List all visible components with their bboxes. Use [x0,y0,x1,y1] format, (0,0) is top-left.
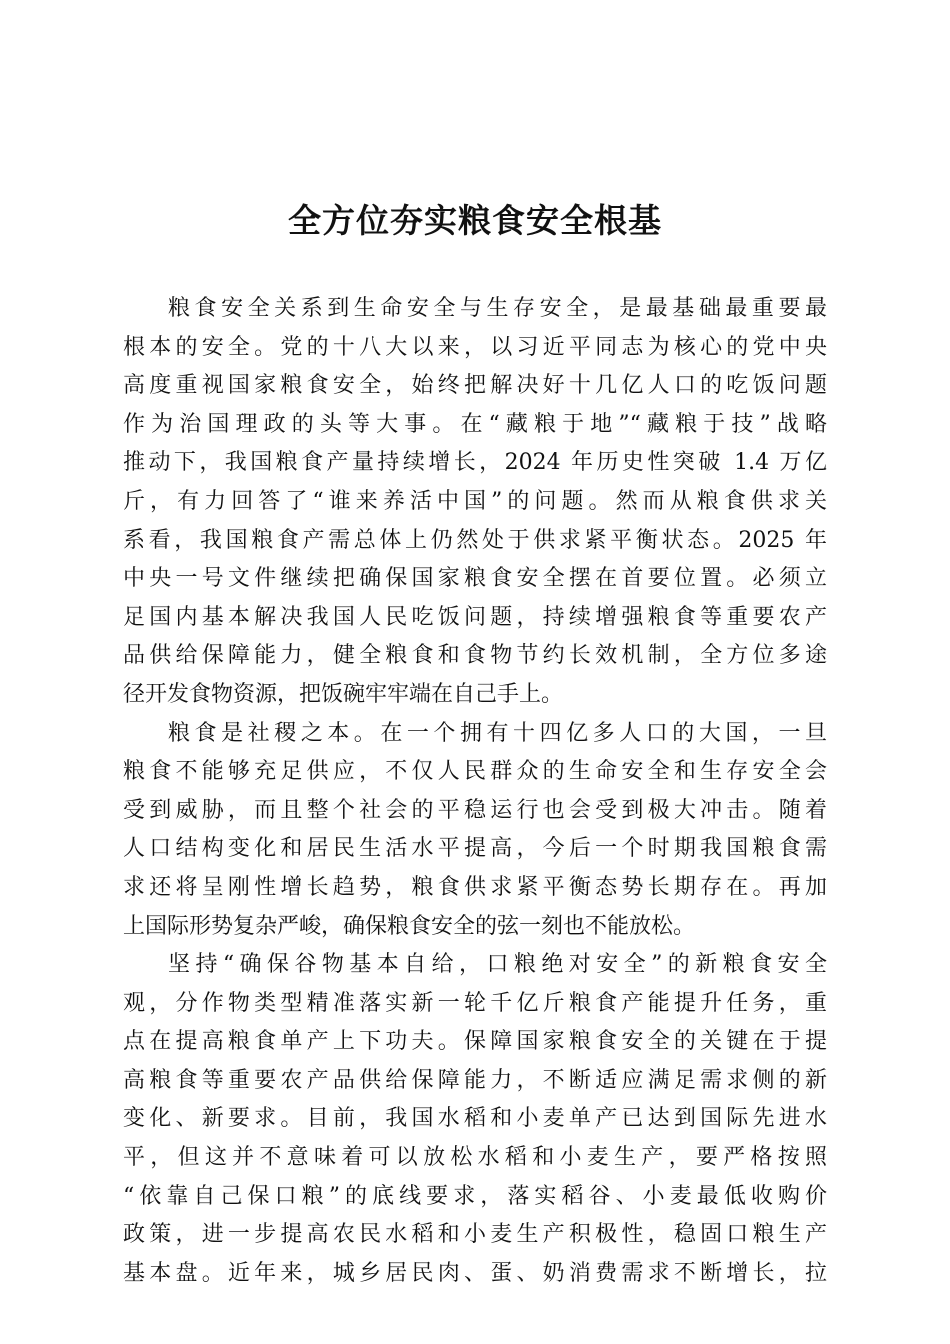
paragraph-3 [123,946,827,1293]
text-line: 观，分作物类型精准落实新一轮千亿斤粮食产能提升任务，重 [123,990,827,1016]
document-title: 全方位夯实粮食安全根基 [288,201,662,240]
text-line: 上国际形势复杂严峻，确保粮食安全的弦一刻也不能放松。 [123,913,696,939]
text-line: “依靠自己保口粮”的底线要求，落实稻谷、小麦最低收购价 [123,1183,827,1209]
text-line: 政策，进一步提高农民水稻和小麦生产积极性，稳固口粮生产 [123,1222,827,1248]
document-body [123,290,827,1293]
text-line: 斤，有力回答了“谁来养活中国”的问题。然而从粮食供求关 [123,488,827,514]
text-line: 基本盘。近年来，城乡居民肉、蛋、奶消费需求不断增长，拉 [123,1260,827,1286]
text-line: 点在提高粮食单产上下功夫。保障国家粮食安全的关键在于提 [123,1029,827,1055]
text-line: 品供给保障能力，健全粮食和食物节约长效机制，全方位多途 [123,643,827,669]
text-line: 作为治国理政的头等大事。在“藏粮于地”“藏粮于技”战略 [123,411,827,437]
text-line: 高粮食等重要农产品供给保障能力，不断适应满足需求侧的新 [123,1067,827,1093]
text-line: 径开发食物资源，把饭碗牢牢端在自己手上。 [123,681,564,707]
text-line: 坚持“确保谷物基本自给，口粮绝对安全”的新粮食安全 [168,952,827,978]
text-line: 足国内基本解决我国人民吃饭问题，持续增强粮食等重要农产 [123,604,827,630]
text-line: 中央一号文件继续把确保国家粮食安全摆在首要位置。必须立 [123,566,827,592]
text-line: 人口结构变化和居民生活水平提高，今后一个时期我国粮食需 [123,836,827,862]
text-line: 高度重视国家粮食安全，始终把解决好十几亿人口的吃饭问题 [123,373,827,399]
paragraph-1 [123,290,827,715]
text-line: 受到威胁，而且整个社会的平稳运行也会受到极大冲击。随着 [123,797,827,823]
text-line: 求还将呈刚性增长趋势，粮食供求紧平衡态势长期存在。再加 [123,874,827,900]
text-line: 推动下，我国粮食产量持续增长，2024 年历史性突破 1.4 万亿 [123,450,827,476]
text-line: 粮食安全关系到生命安全与生存安全，是最基础最重要最 [168,296,827,321]
paragraph-2 [123,715,827,947]
text-line: 根本的安全。党的十八大以来，以习近平同志为核心的党中央 [123,334,827,360]
text-line: 粮食不能够充足供应，不仅人民群众的生命安全和生存安全会 [123,759,827,785]
text-line: 系看，我国粮食产需总体上仍然处于供求紧平衡状态。2025 年 [123,527,827,553]
text-line: 变化、新要求。目前，我国水稻和小麦单产已达到国际先进水 [123,1106,827,1132]
text-line: 粮食是社稷之本。在一个拥有十四亿多人口的大国，一旦 [168,720,827,746]
text-line: 平，但这并不意味着可以放松水稻和小麦生产，要严格按照 [123,1145,827,1171]
